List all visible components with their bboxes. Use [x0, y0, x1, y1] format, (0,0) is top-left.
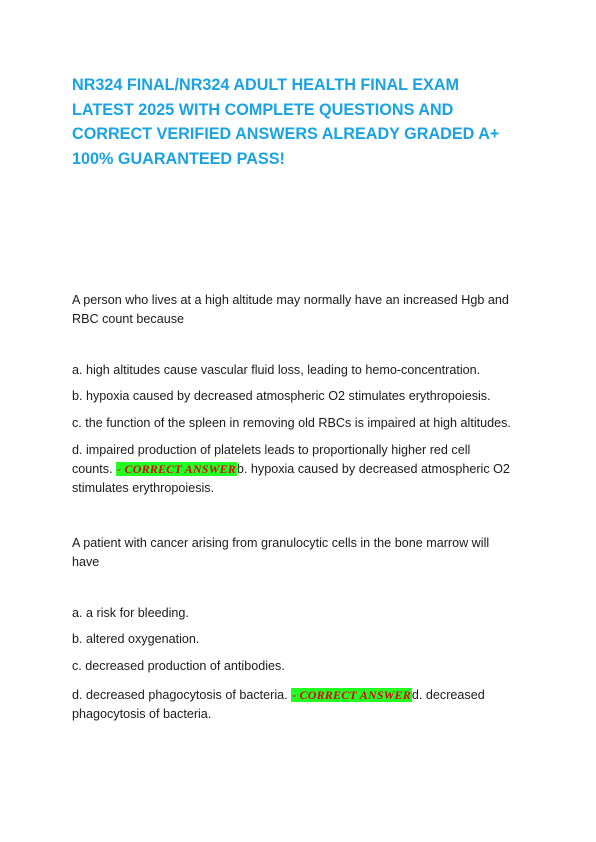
- question-2-option-d-and-answer: [72, 686, 532, 724]
- question-1-option-c: [72, 414, 532, 433]
- correct-answer-marker: - CORRECT ANSWER: [117, 462, 236, 476]
- correct-answer-marker: - CORRECT ANSWER: [292, 688, 411, 702]
- answer-text-line-2: stimulates erythropoiesis.: [72, 481, 215, 495]
- document-title: [72, 73, 532, 171]
- question-1-option-a: [72, 361, 532, 380]
- question-2-option-b: [72, 630, 532, 649]
- title-line-1: NR324 FINAL/NR324 ADULT HEALTH FINAL EXAM: [72, 76, 460, 94]
- question-1-stem-line-1: A person who lives at a high altitude may normally have an increased Hgb and: [72, 293, 509, 307]
- title-line-2: LATEST 2025 WITH COMPLETE QUESTIONS AND: [72, 100, 454, 119]
- option-text: c. decreased production of antibodies.: [72, 659, 285, 673]
- question-2-option-c: [72, 657, 532, 676]
- question-1-stem-line-2: RBC count because: [72, 312, 185, 326]
- question-2-stem: [72, 534, 532, 572]
- option-d-text: d. decreased phagocytosis of bacteria.: [72, 688, 292, 702]
- question-1-option-b: [72, 387, 532, 406]
- answer-text: b. hypoxia caused by decreased atmospheric O2: [236, 462, 510, 476]
- question-2-stem-line-1: A patient with cancer arising from granulocytic cells in the bone marrow will: [72, 536, 490, 550]
- answer-text-line-2: phagocytosis of bacteria.: [72, 707, 212, 721]
- title-line-4: 100% GUARANTEED PASS!: [72, 149, 285, 168]
- question-1-option-d-and-answer: [72, 441, 532, 498]
- option-d-line-1: d. impaired production of platelets leads to proportionally higher red cell: [72, 443, 471, 457]
- answer-text: d. decreased: [411, 688, 485, 702]
- option-text: b. hypoxia caused by decreased atmospheric O2 stimulates erythropoiesis.: [72, 389, 491, 403]
- question-2-stem-line-2: have: [72, 555, 100, 569]
- option-d-line-1: [72, 686, 532, 705]
- option-d-tail: counts.: [72, 462, 117, 476]
- title-line-3: CORRECT VERIFIED ANSWERS ALREADY GRADED A+: [72, 125, 500, 143]
- question-1-stem: [72, 291, 532, 329]
- option-text: b. altered oxygenation.: [72, 632, 200, 646]
- question-2-option-a: [72, 604, 532, 623]
- option-d-line-2: [72, 460, 532, 479]
- option-text: a. a risk for bleeding.: [72, 606, 189, 620]
- option-text: a. high altitudes cause vascular fluid loss, leading to hemo-concentration.: [72, 363, 481, 377]
- option-text: c. the function of the spleen in removing old RBCs is impaired at high altitudes.: [72, 416, 511, 430]
